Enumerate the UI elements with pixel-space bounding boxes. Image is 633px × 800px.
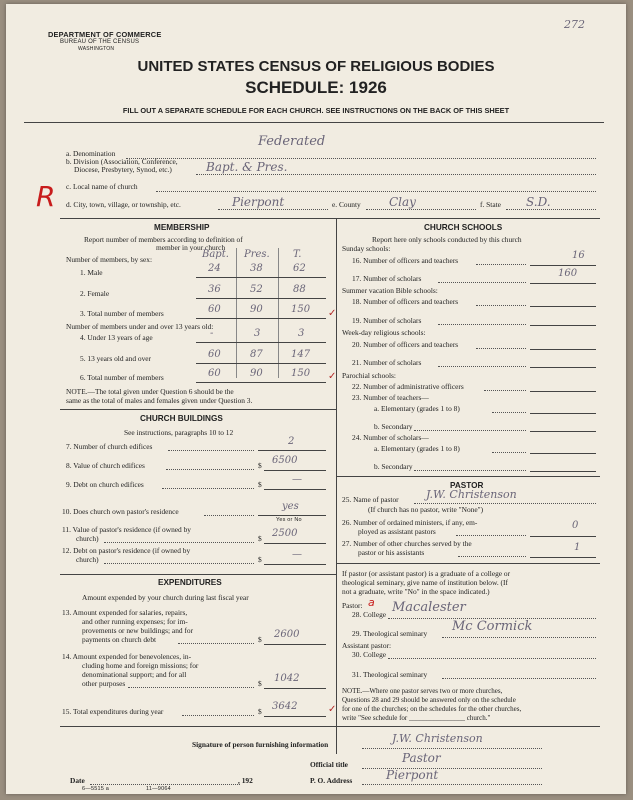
- q7-label: 7. Number of church edifices: [66, 442, 153, 451]
- col-pres: Pres.: [244, 249, 270, 260]
- instructions-line: FILL OUT A SEPARATE SCHEDULE FOR EACH CHURCH. SEE INSTRUCTIONS ON THE BACK OF THIS SHEET: [122, 106, 510, 115]
- row-male-bapt: 24: [208, 263, 221, 274]
- vacation-schools-label: Summer vacation Bible schools:: [342, 286, 438, 295]
- q12-dollar: $: [258, 555, 262, 564]
- county-value: Clay: [389, 195, 416, 209]
- membership-sub-1: Report number of members according to definition of: [84, 235, 243, 244]
- row-under13-pres: 3: [254, 328, 261, 339]
- official-title-label: Official title: [310, 760, 348, 769]
- row-total2-label: 6. Total number of members: [80, 373, 164, 382]
- sunday-schools-label: Sunday schools:: [342, 244, 391, 253]
- q16-value: 16: [572, 250, 585, 261]
- q26-label-2: ployed as assistant pastors: [358, 527, 436, 536]
- date-year: , 192: [238, 776, 253, 785]
- q9-label: 9. Debt on church edifices: [66, 480, 144, 489]
- q27-label-2: pastor or his assistants: [358, 548, 425, 557]
- q18-label: 18. Number of officers and teachers: [352, 297, 459, 306]
- corner-number: 272: [564, 18, 585, 31]
- q26-value: 0: [572, 520, 579, 531]
- q14-line-3: denominational support; and for all: [82, 670, 187, 679]
- po-address-value: Pierpont: [386, 768, 439, 782]
- row-13over-pres: 87: [250, 349, 263, 360]
- q21-label: 21. Number of scholars: [352, 358, 422, 367]
- check-mark-3: ✓: [328, 308, 337, 319]
- q7-value: 2: [288, 436, 295, 447]
- q8-value: 6500: [272, 455, 298, 466]
- row-total-label: 3. Total number of members: [80, 309, 164, 318]
- q20-label: 20. Number of officers and teachers: [352, 340, 459, 349]
- q22-label: 22. Number of administrative officers: [352, 382, 464, 391]
- col-bapt: Bapt.: [202, 249, 229, 260]
- row-13over-bapt: 60: [208, 349, 221, 360]
- row-female-label: 2. Female: [80, 289, 110, 298]
- city-name: WASHINGTON: [78, 46, 115, 52]
- buildings-sub: See instructions, paragraphs 10 to 12: [124, 428, 234, 437]
- pastor-note-3: for one of the churches; on the schedules for the other churches,: [342, 705, 522, 713]
- q11-value: 2500: [272, 528, 298, 539]
- bureau-name: BUREAU OF THE CENSUS: [60, 39, 140, 45]
- q16-label: 16. Number of officers and teachers: [352, 256, 459, 265]
- row-13over-total: 147: [291, 349, 311, 360]
- q26-label-1: 26. Number of ordained ministers, if any, em-: [342, 518, 478, 527]
- q31-label: 31. Theological seminary: [352, 670, 428, 679]
- q8-label: 8. Value of church edifices: [66, 461, 145, 470]
- q17-label: 17. Number of scholars: [352, 274, 422, 283]
- row-total-total: 150: [291, 304, 311, 315]
- yes-no-hint: Yes or No: [276, 517, 302, 523]
- parochial-schools-label: Parochial schools:: [342, 371, 396, 380]
- membership-note-1: NOTE.—The total given under Question 6 should be the: [66, 387, 234, 396]
- q13-line-3: provements or new buildings; and for: [82, 626, 194, 635]
- membership-title: MEMBERSHIP: [154, 223, 210, 232]
- pastor-note-1: NOTE.—Where one pastor serves two or more churches,: [342, 687, 503, 695]
- form-number: 6—5515 a: [82, 786, 109, 792]
- membership-note-2: same as the total of males and females given under Question 3.: [66, 396, 253, 405]
- print-number: 11—9064: [146, 786, 171, 792]
- denomination-value: Federated: [258, 134, 326, 149]
- division-label-1: b. Division (Association, Conference,: [66, 157, 178, 166]
- q29-value: Mc Cormick: [452, 619, 533, 634]
- q27-value: 1: [574, 542, 581, 553]
- q14-line-2: cluding home and foreign missions; for: [82, 661, 199, 670]
- q12-label-2: church): [76, 555, 99, 564]
- schedule-title: SCHEDULE: 1926: [245, 78, 387, 97]
- row-total2-bapt: 60: [208, 368, 221, 379]
- row-male-total: 62: [293, 263, 306, 274]
- q14-line-4: other purposes: [82, 679, 126, 688]
- pastor-sub-label: Pastor:: [342, 601, 363, 610]
- division-label-2: Diocese, Presbytery, Synod, etc.): [74, 165, 172, 174]
- membership-sub-2: member in your church: [156, 243, 226, 252]
- q9-value: —: [292, 474, 302, 485]
- schools-title: CHURCH SCHOOLS: [424, 223, 503, 232]
- q17-value: 160: [558, 268, 578, 279]
- q11-dollar: $: [258, 534, 262, 543]
- q12-value: —: [292, 549, 302, 560]
- q11-label-1: 11. Value of pastor's residence (if owned by: [62, 525, 191, 534]
- row-under13-bapt: -: [210, 328, 214, 339]
- q30-label: 30. College: [352, 650, 387, 659]
- q15-value: 3642: [272, 701, 298, 712]
- q13-line-1: 13. Amount expended for salaries, repairs,: [62, 608, 188, 617]
- city-value: Pierpont: [232, 195, 285, 209]
- row-total2-total: 150: [291, 368, 311, 379]
- schools-sub: Report here only schools conducted by this church: [372, 235, 522, 244]
- row-female-pres: 52: [250, 284, 263, 295]
- q24a-label: a. Elementary (grades 1 to 8): [374, 444, 460, 453]
- dept-name: DEPARTMENT OF COMMERCE: [48, 30, 162, 39]
- signature-label: Signature of person furnishing information: [192, 740, 329, 749]
- q25-label: 25. Name of pastor: [342, 495, 399, 504]
- row-total-pres: 90: [250, 304, 263, 315]
- q24-label: 24. Number of scholars—: [352, 433, 429, 442]
- weekday-schools-label: Week-day religious schools:: [342, 328, 426, 337]
- q14-dollar: $: [258, 679, 262, 688]
- col-total: T.: [293, 249, 302, 260]
- q25-note: (If church has no pastor, write "None"): [368, 505, 484, 514]
- pastor-title: PASTOR: [450, 481, 484, 490]
- pastor-note-2: Questions 28 and 29 should be answered only on the schedule: [342, 696, 516, 704]
- members-by-sex-label: Number of members, by sex:: [66, 255, 152, 264]
- pastor-red-mark: a: [368, 596, 375, 609]
- q23a-label: a. Elementary (grades 1 to 8): [374, 404, 460, 413]
- q10-label: 10. Does church own pastor's residence: [62, 507, 179, 516]
- graduate-intro-1: If pastor (or assistant pastor) is a graduate of a college or: [342, 569, 511, 578]
- date-label: Date: [70, 776, 85, 785]
- official-title-value: Pastor: [402, 751, 441, 765]
- q9-dollar: $: [258, 480, 262, 489]
- q13-line-2: and other running expenses; for im-: [82, 617, 188, 626]
- row-male-pres: 38: [250, 263, 263, 274]
- row-under13-label: 4. Under 13 years of age: [80, 333, 153, 342]
- assistant-pastor-label: Assistant pastor:: [342, 641, 392, 650]
- q11-label-2: church): [76, 534, 99, 543]
- check-mark-15: ✓: [328, 704, 337, 715]
- row-total2-pres: 90: [250, 368, 263, 379]
- age-label: Number of members under and over 13 years old:: [66, 322, 214, 331]
- q23b-label: b. Secondary: [374, 422, 413, 431]
- division-value: Bapt. & Pres.: [206, 160, 288, 174]
- q27-label-1: 27. Number of other churches served by the: [342, 539, 472, 548]
- q28-value: Macalester: [392, 600, 466, 615]
- q12-label-1: 12. Debt on pastor's residence (if owned by: [62, 546, 191, 555]
- q14-line-1: 14. Amount expended for benevolences, in-: [62, 652, 192, 661]
- form-title: UNITED STATES CENSUS OF RELIGIOUS BODIES: [137, 58, 495, 75]
- county-label: e. County: [332, 200, 361, 209]
- census-schedule-sheet: [6, 4, 626, 794]
- row-13over-label: 5. 13 years old and over: [80, 354, 152, 363]
- q14-value: 1042: [274, 673, 300, 684]
- q13-dollar: $: [258, 635, 262, 644]
- q19-label: 19. Number of scholars: [352, 316, 422, 325]
- po-address-label: P. O. Address: [310, 776, 353, 785]
- q29-label: 29. Theological seminary: [352, 629, 428, 638]
- q15-dollar: $: [258, 707, 262, 716]
- expenditures-title: EXPENDITURES: [158, 578, 222, 587]
- expenditures-sub: Amount expended by your church during last fiscal year: [82, 593, 249, 602]
- row-female-total: 88: [293, 284, 306, 295]
- city-label: d. City, town, village, or township, etc.: [66, 200, 181, 209]
- signature-value: J.W. Christenson: [392, 732, 483, 745]
- q28-label: 28. College: [352, 610, 387, 619]
- state-value: S.D.: [526, 195, 551, 209]
- graduate-intro-3: not a graduate, write "No" in the space indicated.): [342, 587, 490, 596]
- q25-value: J.W. Christenson: [426, 488, 517, 501]
- row-male-label: 1. Male: [80, 268, 103, 277]
- q24b-label: b. Secondary: [374, 462, 413, 471]
- q13-value: 2600: [274, 629, 300, 640]
- q13-line-4: payments on church debt: [82, 635, 157, 644]
- q10-value: yes: [282, 501, 299, 512]
- check-mark-6: ✓: [328, 371, 337, 382]
- state-label: f. State: [480, 200, 501, 209]
- r-mark: R: [36, 180, 56, 213]
- local-name-label: c. Local name of church: [66, 182, 138, 191]
- q23-label: 23. Number of teachers—: [352, 393, 429, 402]
- row-female-bapt: 36: [208, 284, 221, 295]
- denomination-label: a. Denomination: [66, 149, 116, 158]
- row-under13-total: 3: [298, 328, 305, 339]
- graduate-intro-2: theological seminary, give name of institution below. (If: [342, 578, 508, 587]
- q8-dollar: $: [258, 461, 262, 470]
- pastor-note-4: write "See schedule for ________________ church.": [342, 714, 491, 722]
- q15-label: 15. Total expenditures during year: [62, 707, 164, 716]
- row-total-bapt: 60: [208, 304, 221, 315]
- buildings-title: CHURCH BUILDINGS: [140, 414, 223, 423]
